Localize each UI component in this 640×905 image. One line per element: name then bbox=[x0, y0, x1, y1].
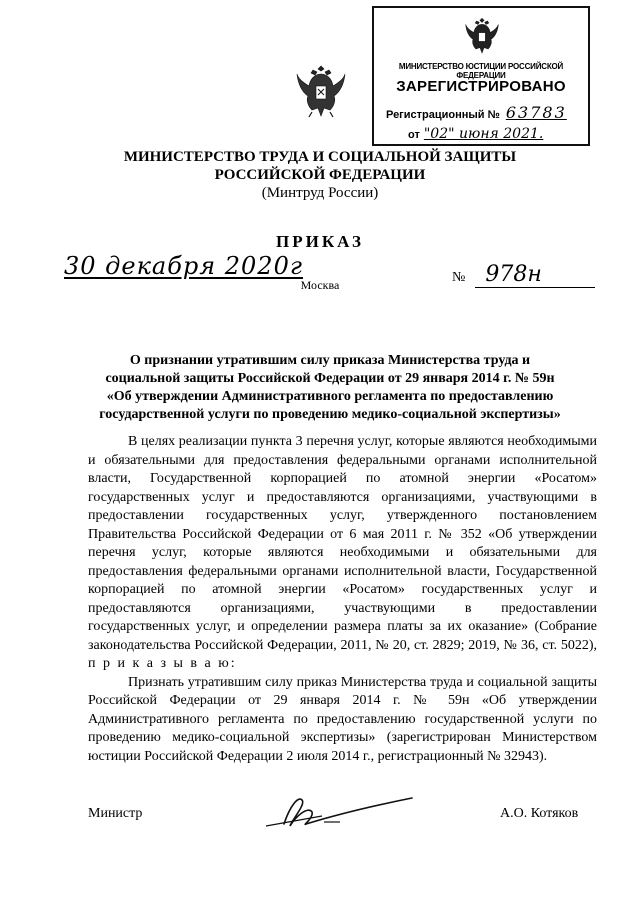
document-title-line2: социальной защиты Российской Федерации от 29 января 2014 г. № 59н bbox=[105, 371, 555, 386]
order-number-label: № bbox=[452, 270, 466, 285]
stamp-reg-value: 63783 bbox=[505, 103, 567, 122]
document-body bbox=[88, 433, 597, 766]
ministry-name-line1: МИНИСТЕРСТВО ТРУДА И СОЦИАЛЬНОЙ ЗАЩИТЫ bbox=[123, 149, 517, 165]
order-title: ПРИКАЗ bbox=[276, 232, 364, 251]
document-title bbox=[98, 352, 562, 424]
order-date: 30 декабря 2020г bbox=[64, 252, 303, 280]
signer-role: Министр bbox=[88, 806, 143, 821]
ministry-name-line2: РОССИЙСКОЙ ФЕДЕРАЦИИ bbox=[214, 167, 426, 183]
stamp-status: ЗАРЕГИСТРИРОВАНО bbox=[396, 78, 566, 95]
stamp-emblem bbox=[465, 14, 499, 58]
signer-name: А.О. Котяков bbox=[500, 806, 579, 821]
signature-scribble bbox=[262, 786, 422, 836]
body-paragraph-1-text: В целях реализации пункта 3 перечня услуг, которые являются необходимыми и обязательными для предоставления федеральными органами исполнительной власти, Государственной корпорацией по атомной энергии «Росатом» государственных услуг и предоставляются организациями, участвующими в предоставлении государственных услуг, утвержденного постановлением Правительства Российской Федерации от 6 мая 2011 г. № 352 «Об утверждении перечня услуг, которые являются необходимыми и обязательными для предоставления федеральными органами исполнительной власти, Государственной корпорацией по атомной энергии «Росатом» государственных услуг и предоставляются организациями, участвующими в предоставлении государственных услуг, и определении размера платы за их оказание» (Собрание законодательства Российской Федерации, 2011, № 20, ст. 2829; 2019, № 36, ст. 5022), bbox=[88, 434, 597, 653]
ministry-abbreviation: (Минтруд России) bbox=[261, 185, 379, 201]
stamp-registration-number bbox=[386, 103, 567, 122]
document-title-line1: О признании утратившим силу приказа Министерства труда и bbox=[129, 353, 531, 368]
document-title-line4: государственной услуги по проведению медико-социальной экспертизы» bbox=[99, 407, 561, 422]
stamp-date-prefix: от bbox=[408, 129, 420, 141]
order-city: Москва bbox=[300, 278, 340, 292]
body-paragraph-1 bbox=[88, 433, 597, 674]
order-number-value: 978н bbox=[475, 262, 595, 288]
document-title-line3: «Об утверждении Административного регламента по предоставлению bbox=[106, 389, 554, 404]
coat-of-arms-emblem bbox=[296, 60, 346, 122]
body-paragraph-2: Признать утратившим силу приказ Министерства труда и социальной защиты Российской Федерации от 29 января 2014 г. № 59н «Об утверждении Административного регламента по предоставлению государственной услуги по проведению медико-социальной экспертизы» (зарегистрирован Министерством юстиции Российской Федерации 2 июля 2014 г., регистрационный № 32943). bbox=[88, 674, 597, 764]
stamp-date-value: "02" июня 2021. bbox=[423, 126, 544, 142]
order-directive: п р и к а з ы в а ю: bbox=[88, 656, 237, 671]
stamp-date bbox=[408, 126, 543, 142]
stamp-reg-label: Регистрационный № bbox=[386, 109, 500, 121]
stamp-ministry-name: МИНИСТЕРСТВО ЮСТИЦИИ РОССИЙСКОЙ ФЕДЕРАЦИИ bbox=[398, 62, 564, 80]
registration-stamp bbox=[372, 6, 590, 146]
